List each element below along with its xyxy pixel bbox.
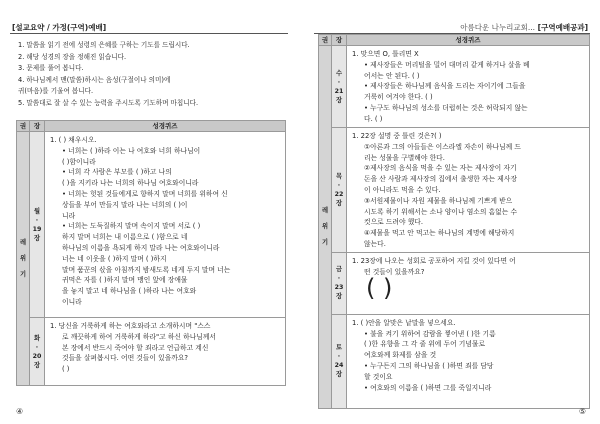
right-header-title: [구역예배공과] (537, 23, 588, 32)
col-jang: 장 (30, 121, 45, 132)
instruction-line: 5. 말씀대로 잘 살 수 있는 능력을 주시도록 기도하며 마칩니다. (18, 98, 199, 107)
day-label-tuesday: 화 · 20 장 (30, 318, 45, 386)
instruction-line: 4. 하나님께서 맨(말씀)하시는 음성(구절이나 의미)에 (18, 75, 171, 84)
col-jang: 장 (332, 35, 347, 46)
instruction-line: 귀(마음)를 기울여 봅니다. (18, 87, 94, 95)
question-saturday: 1. ( )안을 알맞은 낱말을 넣으세요. • 불을 켜기 위하여 감람을 찧어낸 ( )한 기름 ( )한 유향을 그 각 줄 위에 두어 기념물로 여호와께 화제를 삼을 것 • 누구든지 그의 하나님을 ( )하면 죄를 담당 할 것이요 • 여호와의 이름을 ( )하면 그를 죽일지니라 (347, 314, 590, 408)
right-header (460, 22, 588, 33)
book-label: 레 위 기 (319, 46, 332, 409)
right-header-prefix: 아름다운 나누리교회... (460, 23, 536, 32)
quiz-table-left (16, 120, 286, 386)
page-number-left: ④ (16, 407, 24, 416)
day-label-wednesday: 수 · 21 장 (332, 46, 347, 128)
header-rule (10, 33, 288, 34)
col-kwon: 권 (17, 121, 30, 132)
instructions (18, 40, 278, 109)
col-title: 성경퀴즈 (347, 35, 590, 46)
answer-blank[interactable]: ( ) (366, 277, 393, 300)
quiz-table-right (318, 34, 590, 409)
col-kwon: 권 (319, 35, 332, 46)
question-tuesday: 1. 당신을 거룩하게 하는 여호와라고 소개하시며 "스스 로 깨끗하게 하여 거룩하게 하라"고 하신 하나님께서 본 장에서 반드시 죽여야 할 죄라고 언급하고 계신 것들을 살펴봅시다. 어떤 것들이 있을까요? ( ) (45, 318, 286, 386)
instruction-line: 3. 문제를 풀어 봅니다. (18, 64, 84, 72)
day-label-saturday: 토 · 24 장 (332, 314, 347, 408)
question-wednesday: 1. 맞으면 O, 틀리면 X • 제사장들은 머리털을 밀어 대머리 같게 하거나 살을 베 어서는 안 된다. ( ) • 제사장들은 하나님께 음식을 드리는 자이기에 그들을 거룩히 여겨야 한다. ( ) • 누구도 하나님의 성소를 더럽히는 것은 허락되지 않는 다. ( ) (347, 46, 590, 128)
question-thursday: 1. 22장 설명 중 틀린 것은?( ) ①아론과 그의 아들들은 이스라엘 자손이 하나님께 드 리는 성물을 구별해야 한다. ②제사장의 음식을 먹을 수 있는 자는 제사장이 자기 돈을 산 사람과 제사장의 집에서 출생한 자는 제사장 이 아니라도 먹을 수 있다. ③서원제물이나 자원 제물을 하나님께 기쁘게 받으 시도록 하기 위해서는 소나 양이나 염소의 흠없는 수 컷으로 드려야 했다. ④제물을 먹고 안 먹고는 하나님의 계명에 해당하지 않는다. (347, 128, 590, 253)
question-friday: 1. 23장에 나오는 성회로 공포하여 지킬 것이 있다면 어 떤 것들이 있을까요? ( ) (347, 252, 590, 314)
instruction-line: 2. 해당 성경의 장을 정해진 읽습니다. (18, 52, 127, 61)
left-header-title: [설교요약 / 가정(구역)예배] (12, 23, 107, 32)
col-title: 성경퀴즈 (45, 121, 286, 132)
instruction-line: 1. 말씀을 읽기 전에 성령의 은혜를 구하는 기도를 드립시다. (18, 41, 190, 49)
question-monday: 1. ( ) 채우시오. • 너희는 ( )하라 이는 나 여호와 너희 하나님이 ( )함이니라 • 너희 각 사람은 부모를 ( )하고 나의 ( )을 지키라 나는 너희의 하나님 여호와이니라 • 너희는 헛된 것들에게로 향하지 말며 너희를 위하여 신 상들을 부어 만들지 말라 나는 너희의 ( )이 니라 • 너희는 도둑질하지 말며 속이지 말며 서로 ( ) 하지 말며 너희는 내 이름으로 ( )함으로 네 하나님의 이름을 욕되게 하지 말라 나는 여호와이니라 너는 네 이웃을 ( )하지 말며 ( )하지 말며 품꾼의 삯을 아침까지 밤새도록 네게 두지 말며 너는 귀먹은 자를 ( )하지 말며 맹인 앞에 장애물 을 놓지 말고 네 하나님을 ( )하라 나는 여호와 이니라 (45, 132, 286, 318)
right-page (300, 0, 600, 424)
page-number-right: ⑤ (578, 407, 586, 416)
book-label: 레 위 기 (17, 132, 30, 386)
day-label-friday: 금 · 23 장 (332, 252, 347, 314)
day-label-thursday: 목 · 22 장 (332, 128, 347, 253)
day-label-monday: 월 · 19 장 (30, 132, 45, 318)
